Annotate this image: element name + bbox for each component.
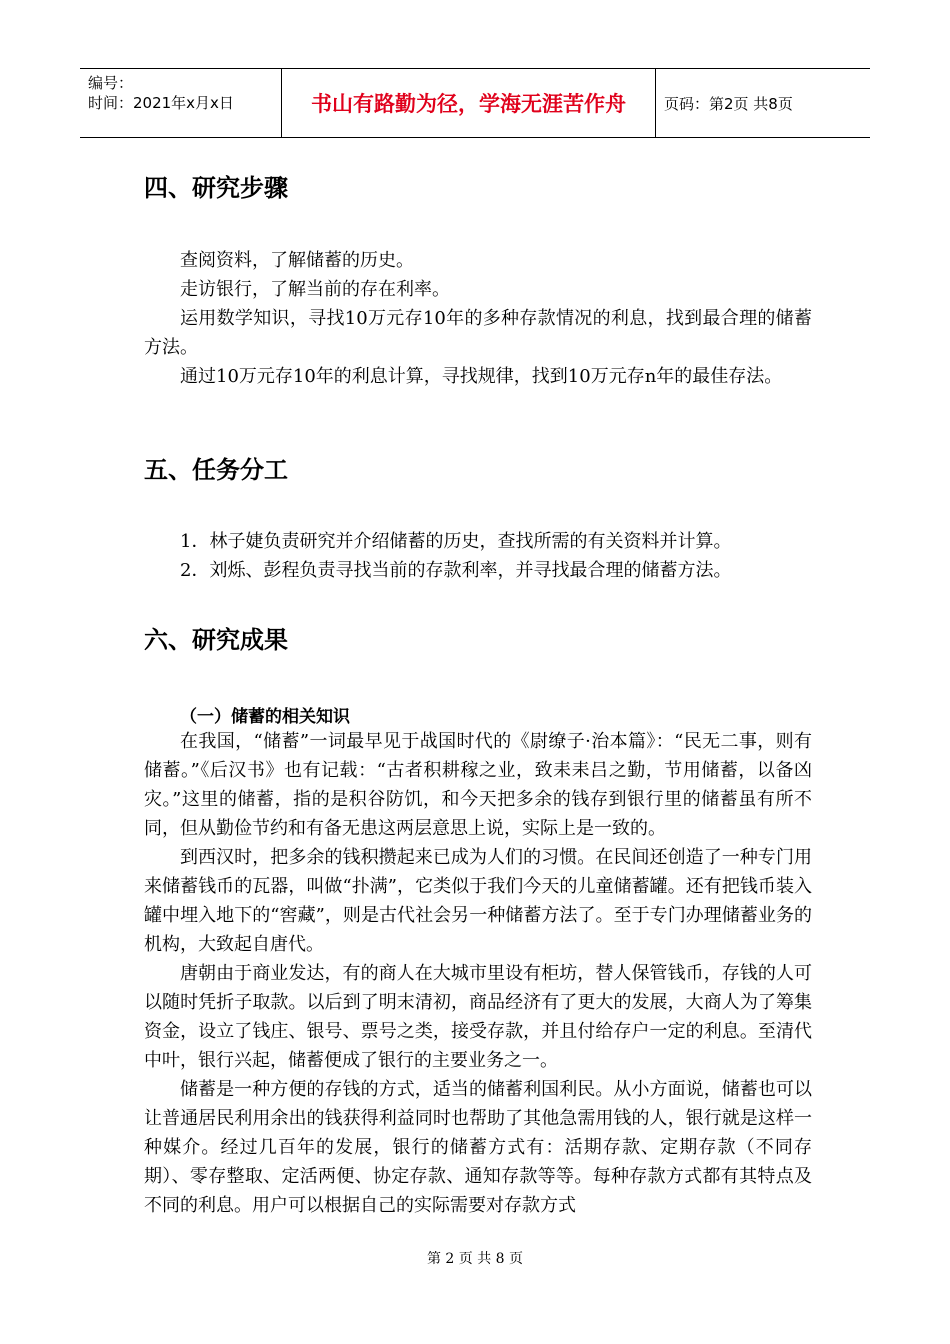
section-4-title: 四、研究步骤 [144,174,288,202]
paragraph: 到西汉时，把多余的钱积攒起来已成为人们的习惯。在民间还创造了一种专门用来储蓄钱币的瓦器，叫做“扑满”，它类似于我们今天的儿童储蓄罐。还有把钱币装入罐中埋入地下的“窖藏”，则是古代社会另一种储蓄方法了。至于专门办理储蓄业务的机构，大致起自唐代。 [144,847,812,955]
section-5-body [144,527,812,585]
paragraph: 通过10万元存10年的利息计算，寻找规律，找到10万元存n年的最佳存法。 [180,366,783,387]
paragraph: 走访银行，了解当前的存在利率。 [180,279,450,300]
paragraph: 唐朝由于商业发达，有的商人在大城市里设有柜坊，替人保管钱币，存钱的人可以随时凭折子取款。以后到了明末清初，商品经济有了更大的发展，大商人为了筹集资金，设立了钱庄、银号、票号之类，接受存款，并且付给存户一定的利息。至清代中叶，银行兴起，储蓄便成了银行的主要业务之一。 [144,963,812,1071]
header-motto: 书山有路勤为径，学海无涯苦作舟 [282,69,656,137]
paragraph: 储蓄是一种方便的存钱的方式，适当的储蓄利国利民。从小方面说，储蓄也可以让普通居民利用余出的钱获得利益同时也帮助了其他急需用钱的人，银行就是这样一种媒介。经过几百年的发展，银行的储蓄方式有：活期存款、定期存款（不同存期）、零存整取、定活两便、协定存款、通知存款等等。每种存款方式都有其特点及不同的利息。用户可以根据自己的实际需要对存款方式 [144,1079,812,1216]
section-5-title: 五、任务分工 [144,456,288,484]
section-6-title: 六、研究成果 [144,626,288,654]
header-meta-cell [80,69,282,137]
header-number: 编号： [88,74,134,92]
section-6-body [144,727,812,1220]
paragraph: 查阅资料，了解储蓄的历史。 [180,250,414,271]
paragraph: 运用数学知识，寻找10万元存10年的多种存款情况的利息，找到最合理的储蓄方法。 [144,308,812,358]
section-4-body [144,246,812,391]
page-footer: 第 2 页 共 8 页 [426,1251,524,1267]
list-item: 1．林子婕负责研究并介绍储蓄的历史，查找所需的有关资料并计算。 [180,531,732,552]
list-item: 2．刘烁、彭程负责寻找当前的存款利率，并寻找最合理的储蓄方法。 [180,560,732,581]
paragraph: 在我国，“储蓄”一词最早见于战国时代的《尉缭子·治本篇》：“民无二事，则有储蓄。”《后汉书》也有记载：“古者积耕稼之业，致耒耒吕之勤，节用储蓄，以备凶灾。”这里的储蓄，指的是积谷防饥，和今天把多余的钱存到银行里的储蓄虽有所不同，但从勤俭节约和有备无患这两层意思上说，实际上是一致的。 [144,731,812,839]
header-page-info: 页码：第2页 共8页 [664,94,793,113]
page-header [80,68,870,138]
section-6-subtitle: （一）储蓄的相关知识 [180,707,350,727]
header-date: 时间：2021年x月x日 [88,94,234,112]
